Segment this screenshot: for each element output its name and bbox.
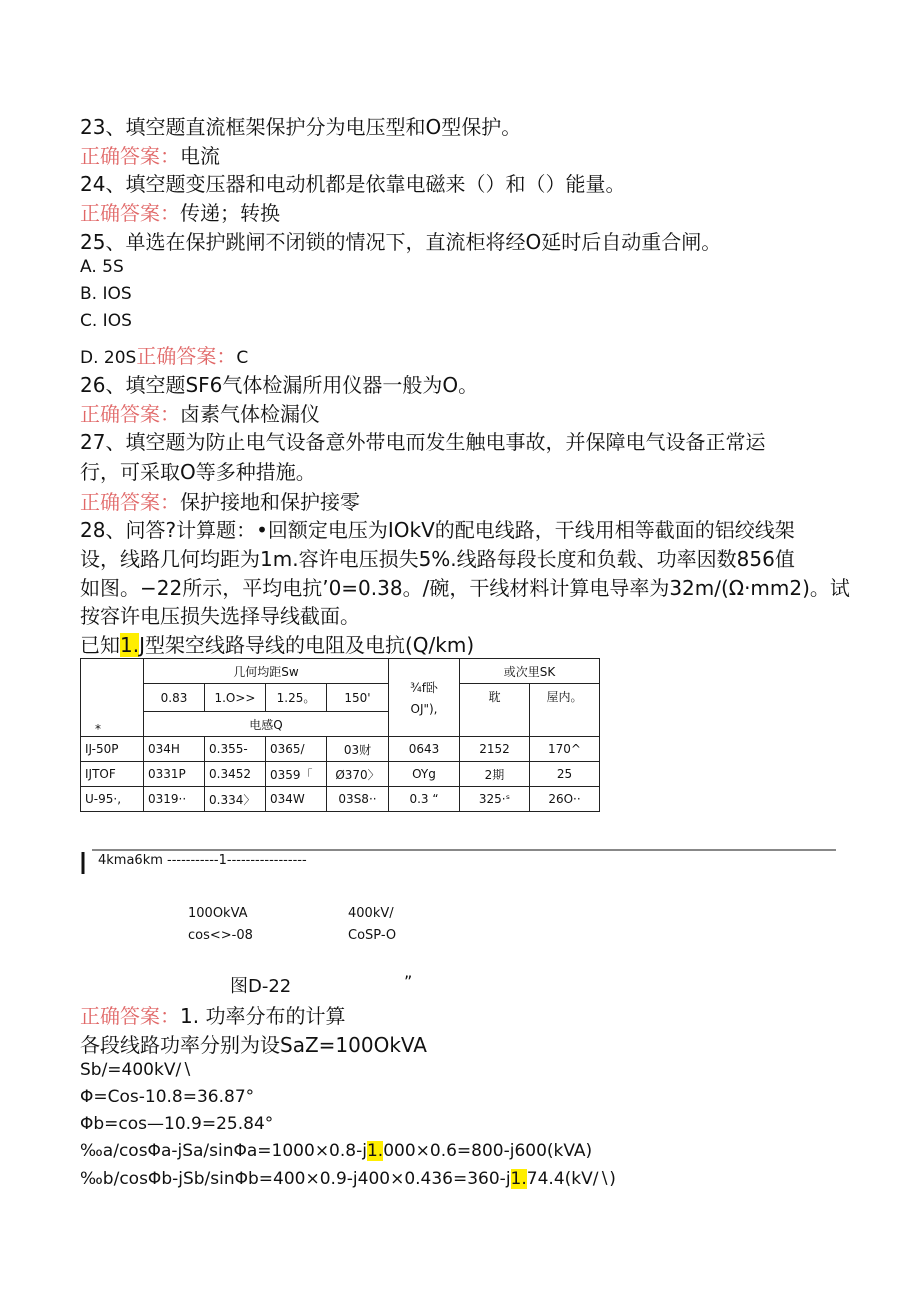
table-cell: Ø370〉 — [327, 762, 389, 787]
table-cell: 325·ˢ — [460, 787, 530, 812]
answer-28-line1: 各段线路功率分别为设SaZ=100OkVA — [80, 1033, 427, 1057]
table-header-r1: ¾f卧 — [410, 681, 438, 695]
question-27-line2: 行，可采取O等多种措施。 — [80, 460, 316, 484]
question-28-line4: 按容许电压损失选择导线截面。 — [80, 604, 360, 628]
load-b-cos: CoSP-O — [348, 928, 397, 943]
formula-part: ‰a∕cosΦa-jSa/sinΦa=1000×0.8-j — [80, 1141, 367, 1161]
option-d: D. 20S — [80, 348, 137, 368]
geo-col-2: 1.O>> — [205, 684, 266, 712]
sk-col-2: 屋内。 — [530, 684, 600, 737]
geo-col-4: 150' — [327, 684, 389, 712]
highlight: 1. — [366, 1141, 384, 1161]
table-cell: OYg — [389, 762, 460, 787]
table-header-geo: 几何均距Sw — [144, 659, 389, 684]
table-cell: 034W — [266, 787, 327, 812]
table-cell: 0359「 — [266, 762, 327, 787]
question-28-line3: 如图。−22所示，平均电抗’0=0.38。/碗，干线材料计算电导率为32m∕(Ω·mm2)。试 — [80, 576, 850, 600]
answer-label: 正确答案： — [80, 402, 180, 426]
answer-value: 保护接地和保护接零 — [180, 490, 360, 514]
table-cell: 0319·· — [144, 787, 205, 812]
geo-col-1: 0.83 — [144, 684, 205, 712]
formula-part: 000×0.6=800-j600(kVA) — [383, 1141, 593, 1161]
answer-label: 正确答案： — [80, 201, 180, 225]
table-cell: 03S8·· — [327, 787, 389, 812]
answer-label: 正确答案： — [80, 1004, 180, 1028]
load-b-power: 400kV/ — [348, 906, 394, 921]
question-26: 26、填空题SF6气体检漏所用仪器一般为O。 — [80, 373, 479, 397]
answer-value: 卤素气体检漏仪 — [180, 402, 320, 426]
table-cell: 0331P — [144, 762, 205, 787]
option-b: B. IOS — [80, 284, 132, 304]
option-a: A. 5S — [80, 257, 124, 277]
table-header-r2: OJ"), — [410, 702, 438, 716]
answer-28-line6 — [80, 1169, 616, 1189]
question-23: 23、填空题直流框架保护分为电压型和O型保护。 — [80, 115, 522, 139]
question-28-line1: 28、问答?计算题：•回额定电压为IOkV的配电线路，干线用相等截面的铝绞线架 — [80, 518, 795, 542]
table-cell: 0.334〉 — [205, 787, 266, 812]
option-c: C. IOS — [80, 311, 132, 331]
question-28-line2: 设，线路几何均距为1m.容许电压损失5%.线路每段长度和负载、功率因数856值 — [80, 547, 795, 571]
table-cell: 0643 — [389, 737, 460, 762]
answer-label: 正确答案： — [136, 344, 237, 368]
answer-28-line4: Φb=cos—10.9=25.84° — [80, 1114, 274, 1134]
table-cell: 034H — [144, 737, 205, 762]
figure-line-text: 4kma6km -----------1----------------- — [98, 853, 307, 868]
answer-value: C — [236, 348, 249, 368]
geo-col-3: 1.25。 — [266, 684, 327, 712]
answer-value: 传递；转换 — [180, 201, 280, 225]
given-prefix: 已知 — [80, 633, 120, 657]
highlight: 1. — [510, 1169, 527, 1189]
question-25: 25、单选在保护跳闸不闭锁的情况下，直流柜将经O延时后自动重合闸。 — [80, 230, 722, 254]
table-cell: 170^ — [530, 737, 600, 762]
question-27-line1: 27、填空题为防止电气设备意外带电而发生触电事故，并保障电气设备正常运 — [80, 430, 766, 454]
load-a-cos: cos<>-08 — [188, 928, 253, 943]
table-cell: 0.355- — [205, 737, 266, 762]
answer-28-line2: Sb∕=400kV∕∖ — [80, 1060, 193, 1080]
answer-label: 正确答案： — [80, 490, 180, 514]
table-corner: * — [81, 659, 144, 737]
table-cell: 25 — [530, 762, 600, 787]
answer-28-line3: Φ=Cos-10.8=36.87° — [80, 1087, 255, 1107]
given-text: J型架空线路导线的电阻及电抗(Q/km) — [139, 633, 475, 657]
table-cell: 0.3452 — [205, 762, 266, 787]
table-cell: 03财 — [327, 737, 389, 762]
answer-value: 电流 — [180, 144, 220, 168]
answer-28-line5 — [80, 1141, 592, 1161]
question-24: 24、填空题变压器和电动机都是依靠电磁来（）和（）能量。 — [80, 172, 626, 196]
load-a-power: 100OkVA — [188, 906, 248, 921]
answer-label: 正确答案： — [80, 144, 180, 168]
figure-caption: 图D-22 — [230, 976, 292, 997]
answer-value: 1. 功率分布的计算 — [180, 1004, 346, 1028]
table-cell: 2期 — [460, 762, 530, 787]
table-cell: IJTOF — [81, 762, 144, 787]
table-header-sk: 或次里SK — [460, 659, 600, 684]
table-cell: U-95·, — [81, 787, 144, 812]
figure-caption-mark: ” — [404, 972, 413, 991]
highlight: 1. — [120, 633, 140, 657]
formula-part: 74.4(kV∕∖) — [526, 1169, 616, 1189]
table-cell: 2152 — [460, 737, 530, 762]
table-cell: IJ-50P — [81, 737, 144, 762]
sk-col-1: 耽 — [460, 684, 530, 737]
table-cell: 0.3 “ — [389, 787, 460, 812]
table-cell: 0365/ — [266, 737, 327, 762]
formula-part: ‰b∕cosΦb-jSb/sinΦb=400×0.9-j400×0.436=360-j — [80, 1169, 511, 1189]
answer-28 — [80, 1000, 345, 1029]
inductance-label: 电感Q — [144, 712, 389, 737]
table-cell: 26O·· — [530, 787, 600, 812]
